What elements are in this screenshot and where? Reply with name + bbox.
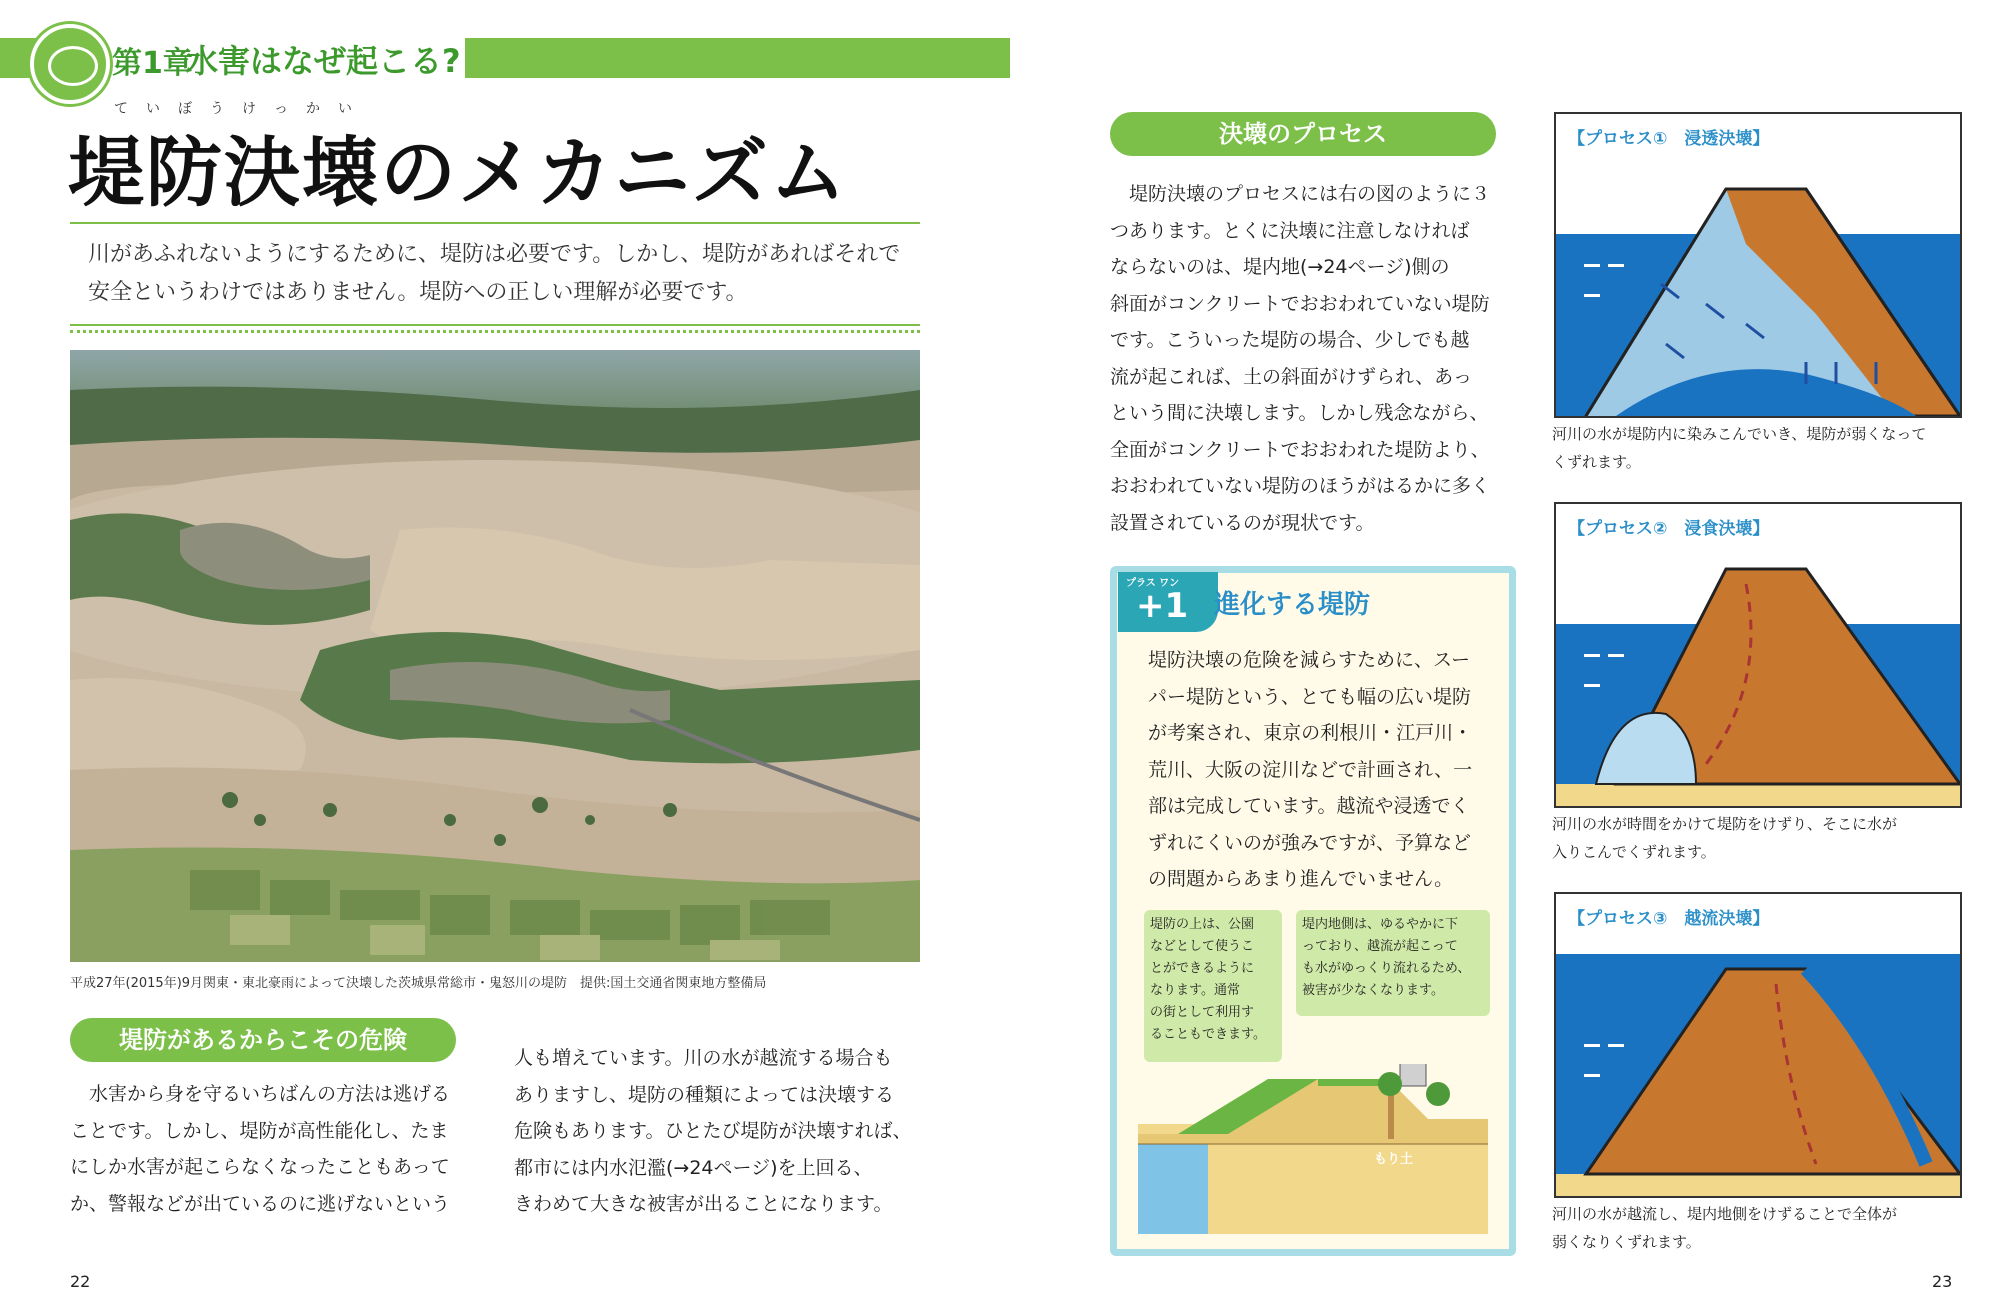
plus-one-line: 堤防決壊の危険を減らすために、スー bbox=[1148, 649, 1471, 671]
fill-label: もり土 bbox=[1374, 1152, 1414, 1167]
bubble-left-line: 堤防の上は、公園 bbox=[1150, 917, 1255, 932]
process-1-title: 【プロセス① 浸透決壊】 bbox=[1568, 129, 1770, 149]
process-text-line: という間に決壊します。しかし残念ながら、 bbox=[1110, 402, 1489, 424]
process-text-line: つあります。とくに決壊に注意しなければ bbox=[1110, 219, 1470, 242]
plus-one-line: 荒川、大阪の淀川などで計画され、一 bbox=[1148, 758, 1473, 781]
process-text bbox=[1110, 176, 1490, 541]
bubble-right-line: っており、越流が起こって bbox=[1302, 939, 1458, 954]
title-ruby: ていぼうけっかい bbox=[114, 101, 370, 117]
danger-col1 bbox=[70, 1076, 450, 1222]
chapter-number: 第1章 bbox=[112, 46, 193, 81]
super-levee-illustration bbox=[1138, 1064, 1488, 1234]
danger-col1-line: 水害から身を守るいちばんの方法は逃げる bbox=[70, 1083, 451, 1105]
lead-top-rule bbox=[70, 222, 920, 224]
bubble-left-line: ることもできます。 bbox=[1150, 1027, 1266, 1042]
danger-col2-line: ありますし、堤防の種類によっては決壊する bbox=[514, 1083, 895, 1106]
plus-one-badge bbox=[1118, 572, 1218, 632]
lead-dotted-rule bbox=[70, 330, 920, 333]
lead-line-2: 安全というわけではありません。堤防への正しい理解が必要です。 bbox=[88, 280, 748, 305]
danger-col1-line: か、警報などが出ているのに逃げないという bbox=[70, 1192, 451, 1215]
lead-line-1: 川があふれないようにするために、堤防は必要です。しかし、堤防があればそれで bbox=[88, 242, 901, 267]
danger-col2 bbox=[514, 1040, 911, 1223]
bubble-right-line: 堤内地側は、ゆるやかに下 bbox=[1302, 917, 1459, 932]
process-text-line: 堤防決壊のプロセスには右の図のように３ bbox=[1110, 183, 1491, 205]
bubble-right-line: 被害が少なくなります。 bbox=[1302, 983, 1444, 998]
speech-bubble-right bbox=[1296, 910, 1490, 1016]
page-number-right: 23 bbox=[1932, 1272, 1953, 1291]
process-text-line: 流が起これば、土の斜面がけずられ、あっ bbox=[1110, 365, 1472, 388]
process-text-line: 斜面がコンクリートでおおわれていない堤防 bbox=[1110, 292, 1490, 315]
process-2-title: 【プロセス② 浸食決壊】 bbox=[1568, 519, 1770, 539]
plus-one-line: 部は完成しています。越流や浸透でく bbox=[1148, 795, 1470, 817]
danger-col1-line: ことです。しかし、堤防が高性能化し、たま bbox=[70, 1119, 449, 1142]
process-2-caption bbox=[1552, 810, 1897, 866]
process-3-caption-line: 弱くなりくずれます。 bbox=[1552, 1233, 1701, 1251]
process-1-caption-line: くずれます。 bbox=[1552, 453, 1641, 471]
process-3-diagram bbox=[1554, 892, 1962, 1198]
plus-one-line: が考案され、東京の利根川・江戸川・ bbox=[1148, 722, 1473, 744]
process-3-title: 【プロセス③ 越流決壊】 bbox=[1568, 909, 1770, 929]
process-3-caption bbox=[1552, 1200, 1897, 1256]
bubble-left-line: とができるように bbox=[1150, 961, 1255, 976]
danger-col1-line: にしか水害が起こらなくなったこともあって bbox=[70, 1156, 450, 1178]
speech-bubble-left bbox=[1144, 910, 1282, 1062]
bubble-left-line: などとして使うこ bbox=[1150, 939, 1255, 954]
plus-one-text bbox=[1148, 642, 1472, 898]
danger-col2-line: 危険もあります。ひとたび堤防が決壊すれば、 bbox=[514, 1120, 912, 1142]
process-1-caption bbox=[1552, 420, 1926, 476]
lead-bottom-rule bbox=[70, 324, 920, 326]
section-heading-danger: 堤防があるからこその危険 bbox=[70, 1018, 456, 1062]
section-heading-process: 決壊のプロセス bbox=[1110, 112, 1496, 156]
plus-one-line: パー堤防という、とても幅の広い堤防 bbox=[1148, 685, 1472, 708]
chapter-title: 水害はなぜ起こる? bbox=[186, 42, 461, 80]
process-text-line: 設置されているのが現状です。 bbox=[1110, 511, 1375, 534]
plus-one-badge-label: +1 bbox=[1136, 586, 1189, 626]
chapter-badge bbox=[30, 24, 110, 104]
process-1-caption-line: 河川の水が堤防内に染みこんでいき、堤防が弱くなって bbox=[1552, 425, 1927, 443]
process-text-line: 全面がコンクリートでおおわれた堤防より、 bbox=[1110, 438, 1490, 461]
book-icon bbox=[48, 46, 98, 86]
process-2-caption-line: 河川の水が時間をかけて堤防をけずり、そこに水が bbox=[1552, 815, 1898, 833]
process-text-line: おおわれていない堤防のほうがはるかに多く bbox=[1110, 475, 1491, 497]
process-2-caption-line: 入りこんでくずれます。 bbox=[1552, 843, 1716, 861]
danger-col2-line: 人も増えています。川の水が越流する場合も bbox=[514, 1047, 893, 1069]
danger-col2-line: きわめて大きな被害が出ることになります。 bbox=[514, 1193, 893, 1215]
plus-one-title: 進化する堤防 bbox=[1214, 590, 1371, 620]
page-title: 堤防決壊のメカニズム bbox=[68, 128, 848, 217]
bubble-right-line: も水がゆっくり流れるため、 bbox=[1302, 961, 1471, 976]
process-text-line: です。こういった堤防の場合、少しでも越 bbox=[1110, 329, 1470, 351]
page-number-left: 22 bbox=[70, 1272, 91, 1291]
plus-one-badge-small: プラス ワン bbox=[1126, 578, 1180, 589]
photo-caption: 平成27年(2015年)9月関東・東北豪雨によって決壊した茨城県常総市・鬼怒川の堤防 提供:国土交通省関東地方整備局 bbox=[70, 976, 767, 991]
bubble-left-line: なります。通常 bbox=[1150, 983, 1240, 998]
process-1-diagram bbox=[1554, 112, 1962, 418]
process-text-line: ならないのは、堤内地(→24ページ)側の bbox=[1110, 256, 1450, 278]
process-2-diagram bbox=[1554, 502, 1962, 808]
danger-col2-line: 都市には内水氾濫(→24ページ)を上回る、 bbox=[514, 1156, 873, 1179]
plus-one-line: の問題からあまり進んでいません。 bbox=[1148, 868, 1454, 890]
plus-one-line: ずれにくいのが強みですが、予算など bbox=[1148, 831, 1472, 854]
flood-aerial-photo bbox=[70, 350, 920, 962]
bubble-left-line: の街として利用す bbox=[1150, 1005, 1255, 1020]
process-3-caption-line: 河川の水が越流し、堤内地側をけずることで全体が bbox=[1552, 1205, 1898, 1223]
